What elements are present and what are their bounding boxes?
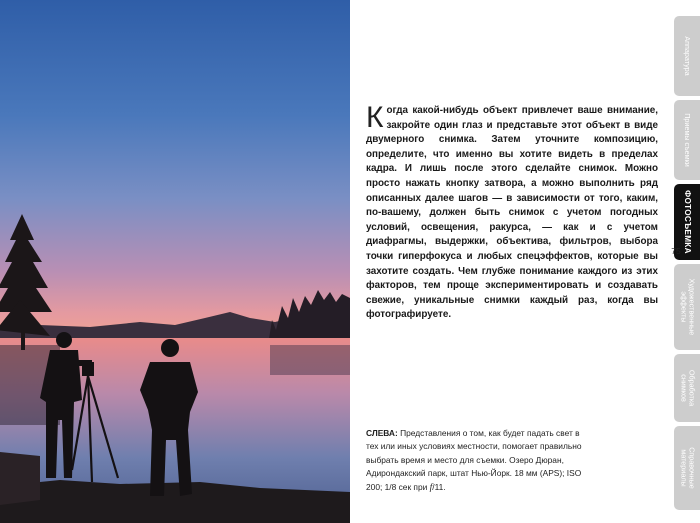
caption-text-end: /11. — [432, 481, 446, 492]
page-number: 75 — [671, 246, 681, 256]
tab-shooting-techniques[interactable] — [674, 100, 700, 180]
tab-apparatus[interactable] — [674, 16, 700, 96]
tab-artistic-effects[interactable] — [674, 264, 700, 350]
tab-label: Справочные материалы — [679, 447, 697, 489]
chapter-tabs — [674, 16, 700, 510]
tab-label: Аппаратура — [683, 36, 693, 76]
tab-image-processing[interactable] — [674, 354, 700, 422]
caption-lead: СЛЕВА: — [366, 428, 398, 438]
tab-label: ФОТОСЪЕМКА — [683, 190, 693, 254]
caption-text: Представления о том, как будет падать свет в тех или иных условиях местности, помогает правильно выбрать время и место для съемки. Озеро Дюран, Адирондакский парк, штат Нью-Йорк. 18 мм (APS); ISO 200; 1/8 сек при — [366, 428, 582, 492]
caption-f-number: f — [429, 482, 433, 493]
tab-reference[interactable] — [674, 426, 700, 510]
tree-line — [268, 290, 350, 345]
body-text: огда какой-нибудь объект привлечет ваше внимание, закройте один глаз и представьте этот объект в виде двумерного снимка. Затем уточните композицию, определите, что именно вы хотите видеть в пределах кадра. И лишь после этого сделайте снимок. Можно просто нажать кнопку затвора, а можно выполнить ряд описанных далее шагов — в зависимости от того, каким, по-вашему, должен быть снимок с учетом погодных условий, освещения, ракурса, — как и с учетом диафрагмы, выдержки, объектива, фильтров, выбора точки гиперфокуса и любых спецэффектов, которые вы захотите создать. Чем глубже понимание каждого из этих факторов, тем проще экспериментировать и создавать свежие, уникальные снимки каждый раз, когда вы фотографируете. — [366, 105, 658, 321]
tab-label: Приемы съемки — [683, 113, 693, 167]
tab-label: Обработка снимков — [679, 369, 697, 407]
drop-cap: К — [366, 101, 384, 134]
body-paragraph — [366, 101, 658, 323]
pine-tree — [0, 214, 52, 350]
tab-label: Художественные эффекты — [679, 278, 697, 336]
photo-caption — [366, 427, 588, 495]
